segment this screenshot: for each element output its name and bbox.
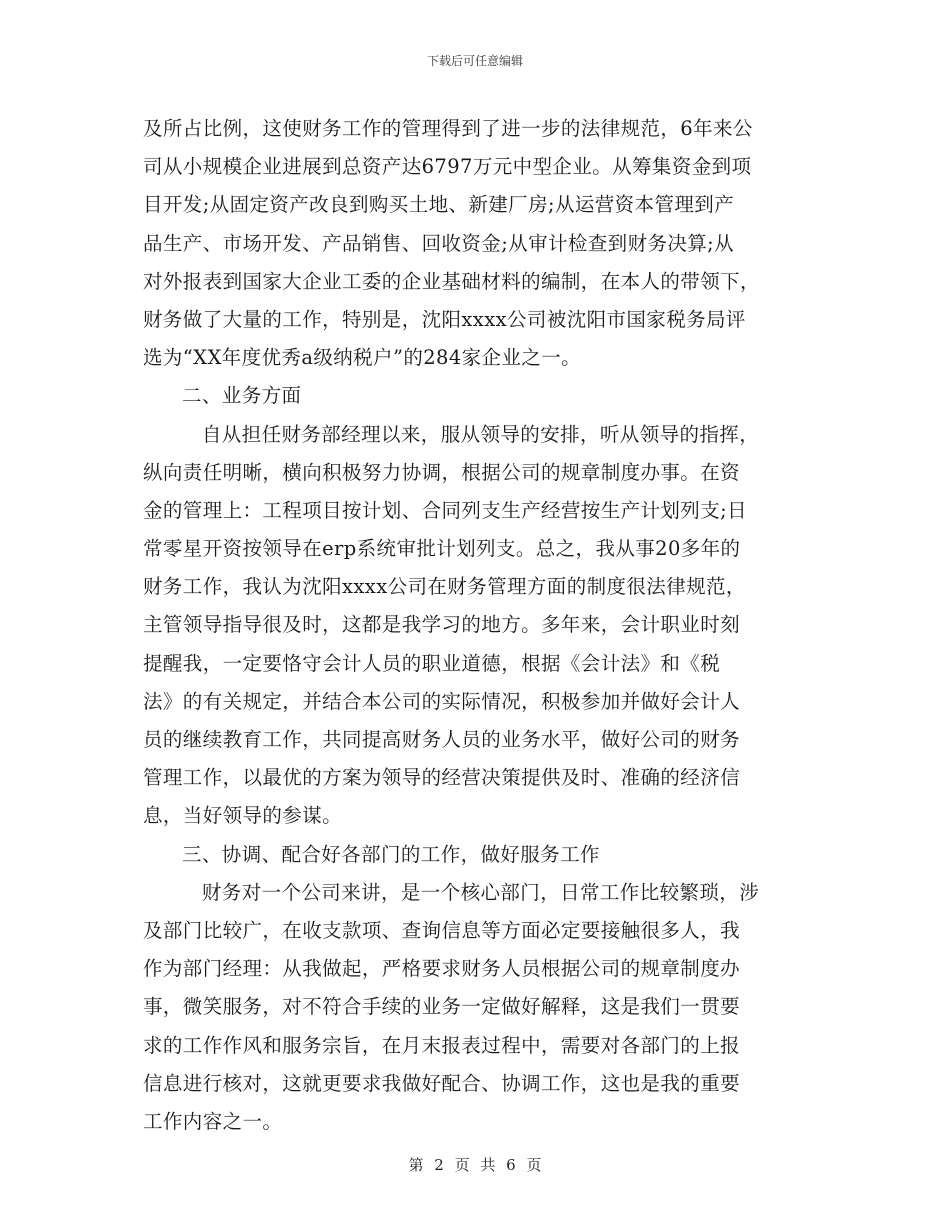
section-heading: 三、协调、配合好各部门的工作，做好服务工作 (182, 842, 600, 866)
text-line: 求的工作作风和服务宗旨，在月末报表过程中，需要对各部门的上报 (143, 1033, 741, 1057)
text-line: 品生产、市场开发、产品销售、回收资金;从审计检查到财务决算;从 (143, 231, 735, 255)
text-line: 选为“XX年度优秀a级纳税户”的284家企业之一。 (143, 346, 582, 370)
text-line: 及所占比例，这使财务工作的管理得到了进一步的法律规范，6年来公 (143, 117, 753, 140)
text-line: 作为部门经理：从我做起，严格要求财务人员根据公司的规章制度办 (143, 957, 741, 981)
text-line: 自从担任财务部经理以来，服从领导的安排，听从领导的指挥， (182, 422, 760, 446)
text-line: 及部门比较广，在收支款项、查询信息等方面必定要接触很多人，我 (143, 918, 741, 942)
page-header: 下载后可任意编辑 (426, 54, 523, 68)
text-line: 目开发;从固定资产改良到购买土地、新建厂房;从运营资本管理到产 (143, 193, 735, 217)
text-line: 纵向责任明晰，横向积极努力协调，根据公司的规章制度办事。在资 (143, 460, 741, 484)
text-line: 财务对一个公司来讲，是一个核心部门，日常工作比较繁琐，涉 (182, 880, 760, 904)
document-body (143, 110, 813, 1141)
text-line: 金的管理上：工程项目按计划、合同列支生产经营按生产计划列支;日 (143, 498, 747, 522)
section-heading: 二、业务方面 (182, 384, 302, 408)
text-line: 事，微笑服务，对不符合手续的业务一定做好解释，这是我们一贯要 (143, 995, 741, 1019)
text-line: 提醒我，一定要恪守会计人员的职业道德，根据《会计法》和《税 (143, 651, 721, 675)
text-line: 管理工作，以最优的方案为领导的经营决策提供及时、准确的经济信 (143, 766, 741, 790)
text-line: 主管领导指导很及时，这都是我学习的地方。多年来，会计职业时刻 (143, 613, 741, 637)
text-line: 信息进行核对，这就更要求我做好配合、协调工作，这也是我的重要 (143, 1071, 741, 1095)
text-line: 司从小规模企业进展到总资产达6797万元中型企业。从筹集资金到项 (143, 155, 752, 179)
page-number: 第 2 页 共 6 页 (408, 1156, 542, 1174)
text-line: 员的继续教育工作，共同提高财务人员的业务水平，做好公司的财务 (143, 728, 741, 751)
text-line: 法》的有关规定，并结合本公司的实际情况，积极参加并做好会计人 (143, 689, 741, 713)
text-line: 工作内容之一。 (143, 1109, 283, 1133)
text-line: 常零星开资按领导在erp系统审批计划列支。总之，我从事20多年的 (143, 537, 741, 561)
text-line: 对外报表到国家大企业工委的企业基础材料的编制，在本人的带领下， (143, 269, 760, 293)
text-line: 财务做了大量的工作，特别是，沈阳xxxx公司被沈阳市国家税务局评 (143, 307, 746, 331)
text-line: 财务工作，我认为沈阳xxxx公司在财务管理方面的制度很法律规范， (143, 575, 746, 599)
text-line: 息，当好领导的参谋。 (143, 804, 343, 828)
